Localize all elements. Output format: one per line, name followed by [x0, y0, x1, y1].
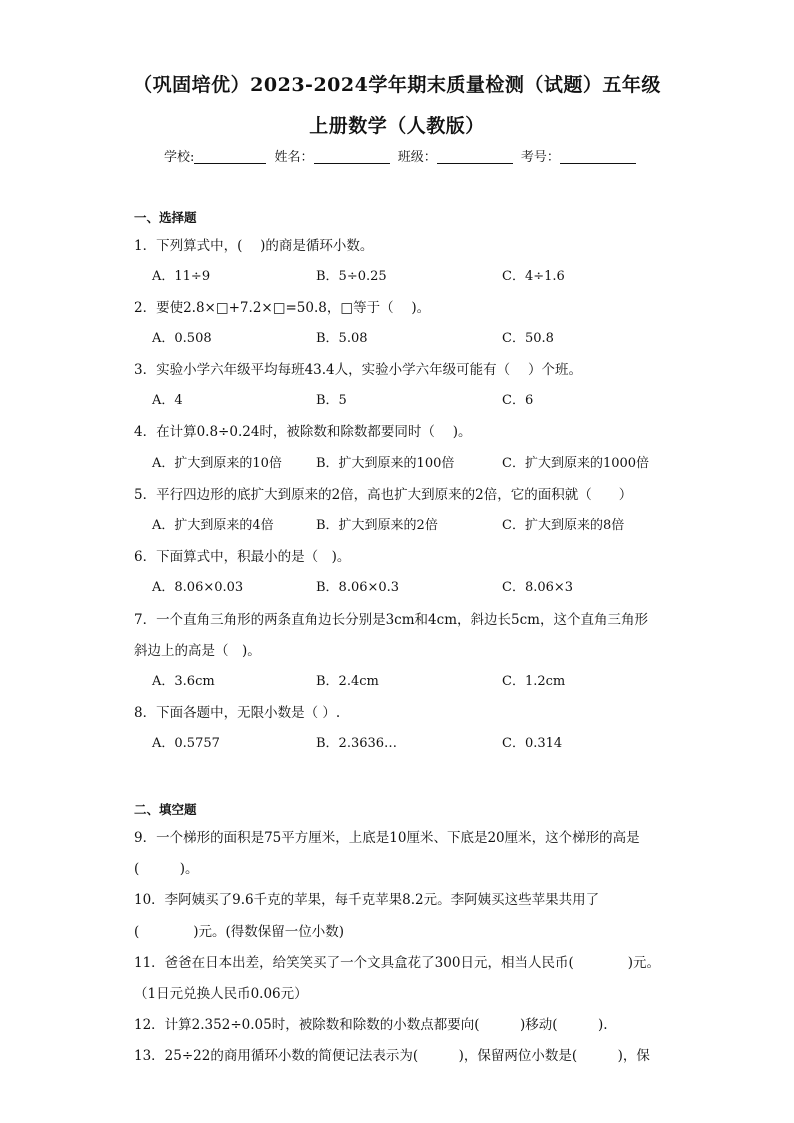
option-c[interactable]: C．扩大到原来的1000倍: [502, 456, 650, 471]
question-11: 11．爸爸在日本出差，给笑笑买了一个文具盒花了300日元，相当人民币( )元。: [134, 955, 660, 971]
question-11-line2: （1日元兑换人民币0.06元）: [134, 986, 308, 1002]
question-9-line2: ( )。: [134, 861, 199, 877]
question-10-line2: ( )元。(得数保留一位小数): [134, 924, 345, 940]
question-3: 3．实验小学六年级平均每班43.4人，实验小学六年级可能有（ ）个班。: [134, 362, 582, 378]
question-5: 5．平行四边形的底扩大到原来的2倍，高也扩大到原来的2倍，它的面积就（ ）: [134, 487, 633, 503]
option-b[interactable]: B．2.4cm: [316, 674, 379, 689]
option-a[interactable]: A．扩大到原来的10倍: [152, 456, 282, 471]
question-6: 6．下面算式中，积最小的是（ )。: [134, 549, 351, 565]
question-7-line2: 斜边上的高是（ )。: [134, 643, 261, 659]
student-info-row: [164, 146, 640, 165]
option-a[interactable]: A．8.06×0.03: [152, 580, 244, 595]
school-label: 学校:: [164, 150, 195, 165]
school-blank[interactable]: [194, 149, 266, 164]
option-b[interactable]: B．扩大到原来的2倍: [316, 518, 438, 533]
class-blank[interactable]: [437, 149, 513, 164]
option-a[interactable]: A．11÷9: [152, 269, 211, 284]
option-c[interactable]: C．扩大到原来的8倍: [502, 518, 625, 533]
option-b[interactable]: B．5.08: [316, 331, 368, 346]
number-blank[interactable]: [560, 149, 636, 164]
class-label: 班级：: [397, 150, 437, 165]
name-label: 姓名：: [274, 150, 314, 165]
question-12: 12．计算2.352÷0.05时，被除数和除数的小数点都要向( )移动( ).: [134, 1017, 608, 1033]
option-b[interactable]: B．5: [316, 393, 347, 408]
option-a[interactable]: A．0.508: [152, 331, 212, 346]
number-label: 考号：: [520, 150, 560, 165]
page-title-line2: 上册数学（人教版）: [309, 115, 485, 137]
option-a[interactable]: A．3.6cm: [152, 674, 215, 689]
option-b[interactable]: B．扩大到原来的100倍: [316, 456, 455, 471]
section-heading-choice: 一、选择题: [134, 210, 197, 225]
option-b[interactable]: B．5÷0.25: [316, 269, 387, 284]
option-b[interactable]: B．8.06×0.3: [316, 580, 400, 595]
question-9: 9．一个梯形的面积是75平方厘米，上底是10厘米、下底是20厘米，这个梯形的高是: [134, 830, 640, 846]
question-8: 8．下面各题中，无限小数是（ ）.: [134, 705, 341, 721]
option-c[interactable]: C．6: [502, 393, 534, 408]
option-c[interactable]: C．50.8: [502, 331, 554, 346]
option-c[interactable]: C．8.06×3: [502, 580, 574, 595]
page-title-line1: （巩固培优）2023-2024学年期末质量检测（试题）五年级: [133, 74, 661, 96]
option-a[interactable]: A．扩大到原来的4倍: [152, 518, 274, 533]
option-c[interactable]: C．4÷1.6: [502, 269, 565, 284]
question-10: 10．李阿姨买了9.6千克的苹果，每千克苹果8.2元。李阿姨买这些苹果共用了: [134, 892, 600, 908]
section-heading-fill: 二、填空题: [134, 802, 197, 817]
question-1: 1．下列算式中，( )的商是循环小数。: [134, 238, 374, 254]
question-13: 13．25÷22的商用循环小数的简便记法表示为( )，保留两位小数是( )，保: [134, 1048, 650, 1064]
option-a[interactable]: A．0.5757: [152, 736, 220, 751]
name-blank[interactable]: [314, 149, 390, 164]
question-4: 4．在计算0.8÷0.24时，被除数和除数都要同时（ )。: [134, 424, 472, 440]
option-c[interactable]: C．1.2cm: [502, 674, 566, 689]
option-a[interactable]: A．4: [152, 393, 183, 408]
question-2: 2．要使2.8×□+7.2×□=50.8，□等于（ )。: [134, 300, 431, 316]
question-7: 7．一个直角三角形的两条直角边长分别是3cm和4cm，斜边长5cm，这个直角三角形: [134, 612, 648, 628]
option-b[interactable]: B．2.3636…: [316, 736, 398, 751]
option-c[interactable]: C．0.314: [502, 736, 563, 751]
